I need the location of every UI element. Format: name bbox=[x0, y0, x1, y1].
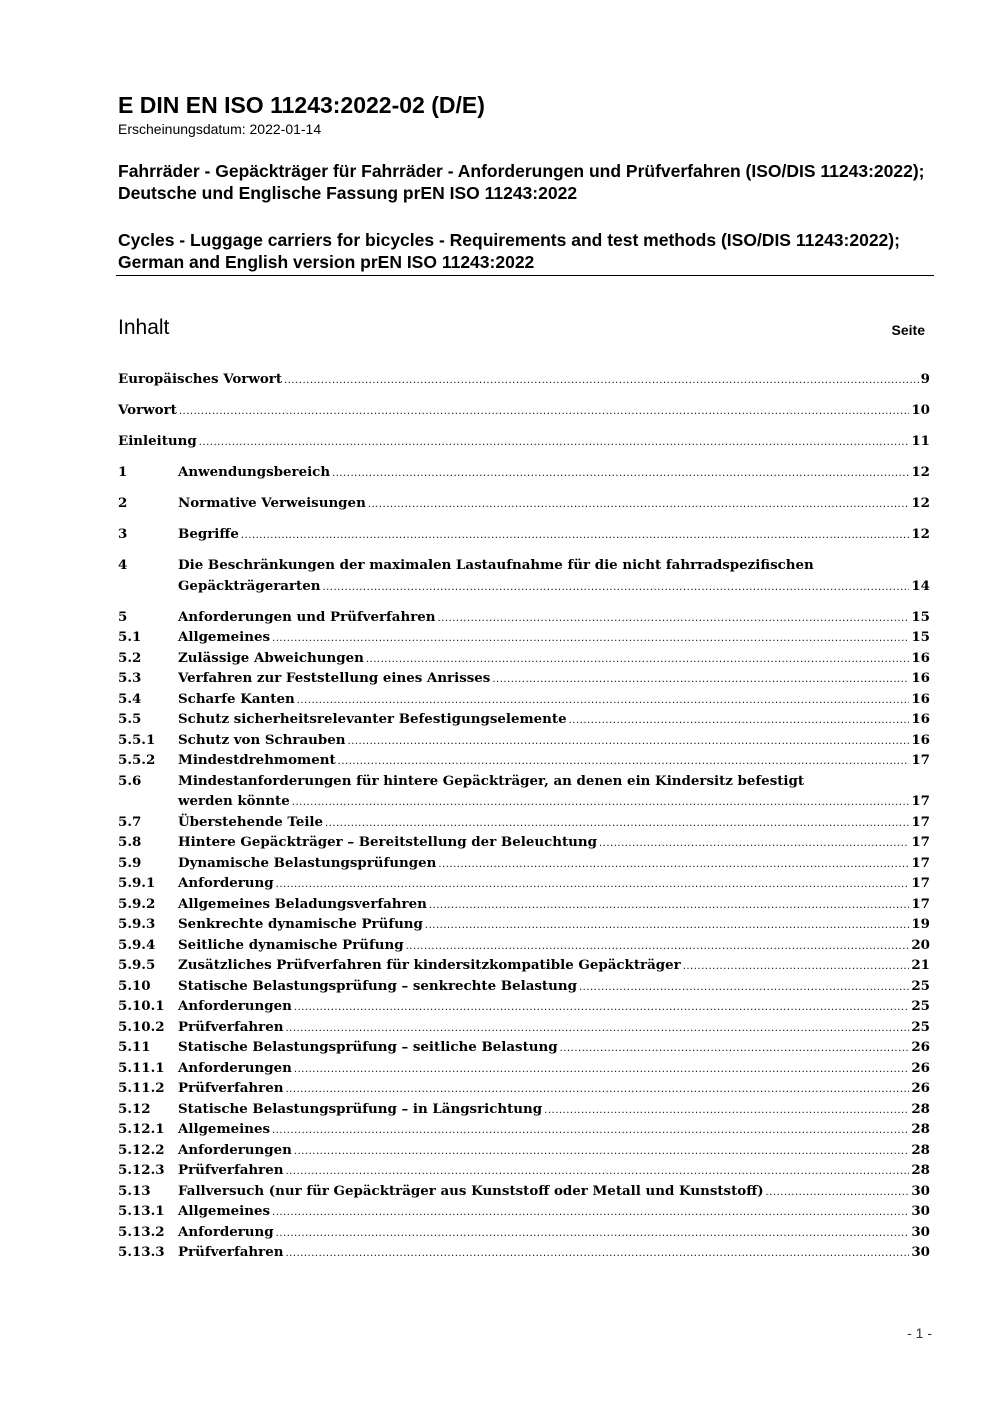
toc-entry-title: Scharfe Kanten bbox=[178, 690, 295, 707]
toc-entry-page: 12 bbox=[911, 526, 930, 542]
toc-entry[interactable] bbox=[118, 853, 930, 874]
toc-dot-leader bbox=[285, 1019, 909, 1040]
toc-dot-leader bbox=[579, 978, 909, 999]
toc-entry[interactable] bbox=[118, 1181, 930, 1202]
toc-entry[interactable] bbox=[118, 832, 930, 853]
toc-entry-title: Anforderungen bbox=[178, 998, 292, 1014]
toc-entry[interactable] bbox=[118, 627, 930, 648]
toc-entry[interactable] bbox=[118, 668, 930, 689]
toc-entry-page: 25 bbox=[911, 977, 930, 994]
toc-entry-number: 5.11 bbox=[118, 1039, 151, 1055]
toc-entry[interactable] bbox=[118, 1201, 930, 1222]
toc-entry-page: 28 bbox=[911, 1141, 930, 1158]
toc-entry-number: 5.9.2 bbox=[118, 895, 156, 912]
toc-dot-leader bbox=[338, 752, 910, 773]
toc-entry[interactable] bbox=[118, 996, 930, 1017]
toc-entry-number: 2 bbox=[118, 495, 128, 511]
toc-entry-page: 10 bbox=[911, 402, 930, 418]
toc-entry[interactable] bbox=[118, 1160, 930, 1181]
toc-entry-number: 5.10.1 bbox=[118, 998, 165, 1014]
toc-entry[interactable] bbox=[118, 750, 930, 771]
toc-entry-page: 17 bbox=[911, 793, 930, 809]
toc-entry-title: Statische Belastungsprüfung – senkrechte Belastung bbox=[178, 977, 577, 994]
toc-entry[interactable] bbox=[118, 894, 930, 915]
toc-entry-page: 28 bbox=[911, 1121, 930, 1137]
toc-entry-page: 30 bbox=[911, 1203, 930, 1219]
toc-dot-leader bbox=[438, 855, 909, 876]
toc-entry-title: Prüfverfahren bbox=[178, 1080, 284, 1096]
toc-entry-number: 5.13.2 bbox=[118, 1223, 165, 1240]
publication-date: Erscheinungsdatum: 2022-01-14 bbox=[118, 121, 322, 137]
toc-entry-number: 5.9 bbox=[118, 854, 142, 871]
toc-dot-leader bbox=[322, 578, 909, 599]
toc-entry-page: 9 bbox=[920, 371, 930, 387]
toc-entry-number: 5.9.1 bbox=[118, 875, 156, 891]
toc-entry[interactable] bbox=[118, 607, 930, 628]
toc-entry-title: Hintere Gepäckträger – Bereitstellung der Beleuchtung bbox=[178, 834, 597, 850]
toc-entry-number: 5.13.3 bbox=[118, 1244, 165, 1260]
toc-entry-page: 17 bbox=[911, 895, 930, 912]
toc-entry-number: 5 bbox=[118, 608, 128, 625]
toc-entry-page: 14 bbox=[911, 577, 930, 594]
toc-dot-leader bbox=[284, 371, 919, 392]
toc-entry-title: Dynamische Belastungsprüfungen bbox=[178, 854, 437, 871]
toc-entry-page: 17 bbox=[911, 875, 930, 891]
toc-entry-title: Europäisches Vorwort bbox=[118, 371, 283, 387]
toc-dot-leader bbox=[425, 916, 909, 937]
toc-entry-page: 26 bbox=[911, 1080, 930, 1096]
toc-dot-leader bbox=[276, 1224, 910, 1245]
title-english: Cycles - Luggage carriers for bicycles - Requirements and test methods (ISO/DIS 11243:2022); German and English version prEN ISO 11243:2022 bbox=[118, 230, 900, 272]
toc-entry-page: 25 bbox=[911, 1018, 930, 1035]
toc-entry-number: 5.12.1 bbox=[118, 1121, 165, 1137]
toc-dot-leader bbox=[272, 1121, 909, 1142]
toc-entry-title: Prüfverfahren bbox=[178, 1162, 284, 1178]
toc-entry-number: 5.10 bbox=[118, 977, 151, 994]
toc-entry-number: 5.1 bbox=[118, 629, 142, 645]
toc-entry-page: 30 bbox=[911, 1223, 930, 1240]
toc-entry-number: 5.8 bbox=[118, 834, 142, 850]
toc-dot-leader bbox=[348, 732, 910, 753]
toc-entry-page: 21 bbox=[911, 957, 930, 973]
toc-dot-leader bbox=[285, 1162, 909, 1183]
toc-dot-leader bbox=[285, 1080, 909, 1101]
toc-entry-title: Verfahren zur Feststellung eines Anrisses bbox=[178, 670, 491, 686]
toc-entry-title: Anforderungen und Prüfverfahren bbox=[178, 608, 436, 625]
toc-entry-title: Allgemeines bbox=[178, 1121, 271, 1137]
toc-entry-number: 5.13.1 bbox=[118, 1203, 165, 1219]
toc-entry-title: Anforderungen bbox=[178, 1059, 292, 1076]
toc-entry[interactable] bbox=[118, 812, 930, 833]
toc-entry-page: 12 bbox=[911, 495, 930, 511]
toc-dot-leader bbox=[599, 834, 909, 855]
toc-dot-leader bbox=[332, 464, 909, 485]
document-title: E DIN EN ISO 11243:2022-02 (D/E) bbox=[118, 92, 485, 118]
toc-entry-number: 5.6 bbox=[118, 772, 142, 789]
toc-entry[interactable] bbox=[118, 1078, 930, 1099]
toc-entry-page: 30 bbox=[911, 1182, 930, 1199]
toc-entry-number: 5.9.3 bbox=[118, 916, 156, 932]
toc-entry-number: 4 bbox=[118, 557, 128, 573]
toc-entry[interactable] bbox=[118, 400, 930, 421]
toc-entry-page: 28 bbox=[911, 1100, 930, 1117]
toc-entry-number: 5.7 bbox=[118, 813, 142, 830]
toc-dot-leader bbox=[544, 1101, 909, 1122]
toc-entry-number: 5.12.3 bbox=[118, 1162, 165, 1178]
toc-entry-number: 3 bbox=[118, 526, 128, 542]
toc-entry[interactable] bbox=[118, 462, 930, 483]
toc-entry-title: Zusätzliches Prüfverfahren für kindersitzkompatible Gepäckträger bbox=[178, 957, 681, 973]
toc-entry[interactable] bbox=[118, 935, 930, 956]
toc-entry-title: Schutz sicherheitsrelevanter Befestigungselemente bbox=[178, 711, 567, 727]
toc-entry-number: 5.9.4 bbox=[118, 936, 156, 953]
toc-entry[interactable] bbox=[118, 955, 930, 976]
toc-dot-leader bbox=[406, 937, 910, 958]
toc-entry[interactable] bbox=[118, 1242, 930, 1263]
toc-page-column-label: Seite bbox=[891, 322, 925, 338]
toc-entry-title: Zulässige Abweichungen bbox=[178, 649, 364, 666]
toc-entry-number: 5.11.2 bbox=[118, 1080, 165, 1096]
toc-entry-page: 16 bbox=[911, 649, 930, 666]
toc-heading: Inhalt bbox=[118, 316, 170, 339]
toc-dot-leader bbox=[294, 1142, 909, 1163]
title-german: Fahrräder - Gepäckträger für Fahrräder - Anforderungen und Prüfverfahren (ISO/DIS 11243:2022); Deutsche und Englische Fassung prEN ISO 11243:2022 bbox=[118, 161, 925, 203]
toc-entry-title: Begriffe bbox=[178, 526, 239, 542]
toc-entry-number: 5.13 bbox=[118, 1182, 151, 1199]
toc-entry-title: Einleitung bbox=[118, 433, 197, 449]
toc-entry[interactable] bbox=[118, 1140, 930, 1161]
toc-dot-leader bbox=[294, 998, 909, 1019]
toc-entry-number: 5.4 bbox=[118, 690, 142, 707]
toc-entry-title-line: Die Beschränkungen der maximalen Lastaufnahme für die nicht fahrradspezifischen bbox=[178, 557, 814, 573]
toc-entry[interactable] bbox=[118, 555, 930, 596]
toc-entry-number: 5.5.1 bbox=[118, 731, 156, 748]
toc-dot-leader bbox=[285, 1244, 909, 1265]
toc-entry[interactable] bbox=[118, 709, 930, 730]
toc-entry-title: Statische Belastungsprüfung – in Längsrichtung bbox=[178, 1100, 543, 1117]
toc-dot-leader bbox=[297, 691, 910, 712]
toc-entry-number: 5.12 bbox=[118, 1100, 151, 1117]
toc-entry-title: Senkrechte dynamische Prüfung bbox=[178, 916, 423, 932]
toc-entry-title: Vorwort bbox=[118, 402, 177, 418]
toc-entry[interactable] bbox=[118, 1037, 930, 1058]
toc-entry[interactable] bbox=[118, 873, 930, 894]
toc-entry-title: Seitliche dynamische Prüfung bbox=[178, 936, 404, 953]
toc-entry-page: 16 bbox=[911, 670, 930, 686]
toc-entry[interactable] bbox=[118, 1119, 930, 1140]
toc-entry[interactable] bbox=[118, 1099, 930, 1120]
toc-dot-leader bbox=[272, 629, 909, 650]
toc-dot-leader bbox=[366, 650, 910, 671]
toc-entry-title: Statische Belastungsprüfung – seitliche Belastung bbox=[178, 1039, 558, 1055]
toc-entry[interactable] bbox=[118, 976, 930, 997]
toc-dot-leader bbox=[766, 1183, 910, 1204]
toc-dot-leader bbox=[438, 609, 910, 630]
toc-entry-number: 5.5.2 bbox=[118, 752, 156, 768]
toc-entry-number: 1 bbox=[118, 464, 128, 480]
toc-entry-page: 25 bbox=[911, 998, 930, 1014]
toc-entry-page: 12 bbox=[911, 464, 930, 480]
toc-entry-title: Mindestdrehmoment bbox=[178, 752, 336, 768]
toc-entry-page: 17 bbox=[911, 813, 930, 830]
toc-entry-number: 5.2 bbox=[118, 649, 142, 666]
toc-entry-number: 5.3 bbox=[118, 670, 142, 686]
toc-entry-number: 5.11.1 bbox=[118, 1059, 165, 1076]
toc-dot-leader bbox=[272, 1203, 909, 1224]
toc-entry[interactable] bbox=[118, 369, 930, 390]
toc-entry[interactable] bbox=[118, 1017, 930, 1038]
toc-entry-page: 17 bbox=[911, 834, 930, 850]
toc-entry-page: 15 bbox=[911, 629, 930, 645]
toc-entry-page: 16 bbox=[911, 731, 930, 748]
toc-dot-leader bbox=[368, 495, 910, 516]
toc-entry-title-line: Mindestanforderungen für hintere Gepäckträger, an denen ein Kindersitz befestigt bbox=[178, 772, 805, 789]
toc-entry-number: 5.12.2 bbox=[118, 1141, 165, 1158]
toc-entry-page: 26 bbox=[911, 1059, 930, 1076]
header-divider bbox=[116, 275, 934, 276]
toc-entry-title: Allgemeines bbox=[178, 1203, 271, 1219]
toc-entry-page: 28 bbox=[911, 1162, 930, 1178]
toc-entry[interactable] bbox=[118, 689, 930, 710]
toc-entry-page: 11 bbox=[911, 433, 930, 449]
toc-dot-leader bbox=[569, 711, 910, 732]
toc-entry-title: Anforderungen bbox=[178, 1141, 292, 1158]
toc-dot-leader bbox=[492, 670, 909, 691]
toc-dot-leader bbox=[325, 814, 909, 835]
toc-dot-leader bbox=[683, 957, 910, 978]
toc-entry-page: 30 bbox=[911, 1244, 930, 1260]
toc-entry-page: 15 bbox=[911, 608, 930, 625]
toc-entry[interactable] bbox=[118, 914, 930, 935]
toc-entry-title: Allgemeines Beladungsverfahren bbox=[178, 895, 427, 912]
toc-dot-leader bbox=[294, 1060, 909, 1081]
toc-entry-page: 17 bbox=[911, 752, 930, 768]
toc-entry-title: Prüfverfahren bbox=[178, 1244, 284, 1260]
toc-dot-leader bbox=[241, 526, 910, 547]
toc-entry-title: Anwendungsbereich bbox=[178, 464, 331, 480]
toc-entry[interactable] bbox=[118, 730, 930, 751]
toc-entry[interactable] bbox=[118, 493, 930, 514]
page-number: - 1 - bbox=[907, 1325, 932, 1341]
toc-entry-page: 26 bbox=[911, 1039, 930, 1055]
toc-entry-title: Anforderung bbox=[178, 1223, 274, 1240]
toc-entry-page: 20 bbox=[911, 936, 930, 953]
toc-entry-number: 5.10.2 bbox=[118, 1018, 165, 1035]
toc-entry[interactable] bbox=[118, 1058, 930, 1079]
toc-entry-title: Anforderung bbox=[178, 875, 274, 891]
toc-entry-page: 17 bbox=[911, 854, 930, 871]
toc-entry-page: 16 bbox=[911, 690, 930, 707]
toc-entry-title: Allgemeines bbox=[178, 629, 271, 645]
toc-entry-title: Normative Verweisungen bbox=[178, 495, 366, 511]
toc-entry-title: Schutz von Schrauben bbox=[178, 731, 346, 748]
toc-dot-leader bbox=[199, 433, 910, 454]
toc-dot-leader bbox=[276, 875, 910, 896]
toc-dot-leader bbox=[179, 402, 910, 423]
table-of-contents bbox=[118, 369, 930, 1263]
toc-entry-number: 5.5 bbox=[118, 711, 142, 727]
toc-entry-number: 5.9.5 bbox=[118, 957, 156, 973]
toc-entry-title: Gepäckträgerarten bbox=[178, 577, 321, 594]
toc-entry-title: werden könnte bbox=[178, 793, 290, 809]
toc-dot-leader bbox=[429, 896, 910, 917]
toc-dot-leader bbox=[560, 1039, 910, 1060]
toc-entry-page: 16 bbox=[911, 711, 930, 727]
toc-entry[interactable] bbox=[118, 524, 930, 545]
toc-entry[interactable] bbox=[118, 431, 930, 452]
toc-entry-title: Fallversuch (nur für Gepäckträger aus Kunststoff oder Metall und Kunststoff) bbox=[178, 1182, 764, 1199]
toc-entry[interactable] bbox=[118, 771, 930, 812]
toc-entry[interactable] bbox=[118, 1222, 930, 1243]
toc-dot-leader bbox=[292, 793, 910, 814]
toc-entry-title: Prüfverfahren bbox=[178, 1018, 284, 1035]
toc-entry-page: 19 bbox=[911, 916, 930, 932]
toc-entry[interactable] bbox=[118, 648, 930, 669]
toc-entry-title: Überstehende Teile bbox=[178, 813, 324, 830]
